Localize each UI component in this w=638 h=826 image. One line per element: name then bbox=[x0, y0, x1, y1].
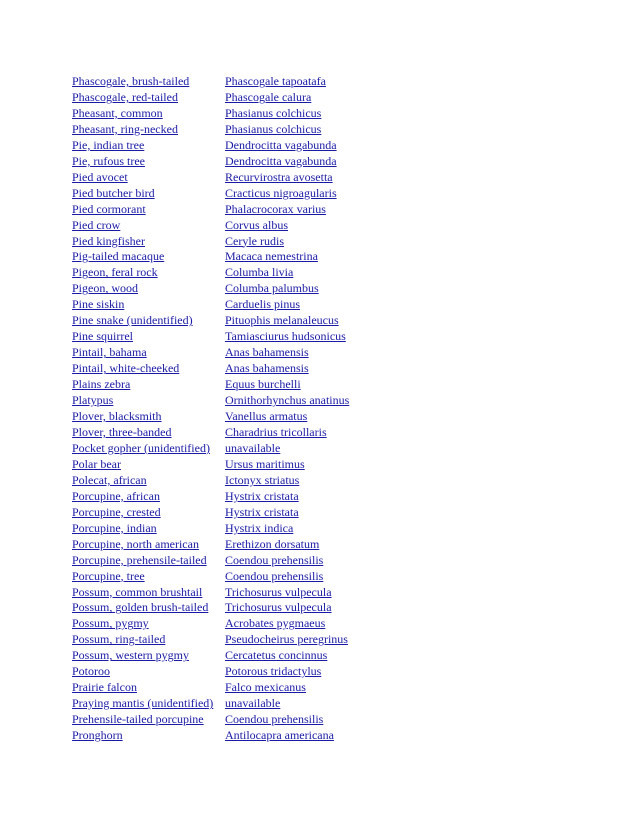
table-row bbox=[72, 377, 425, 393]
table-row bbox=[72, 632, 425, 648]
common-name-link[interactable]: Possum, golden brush-tailed bbox=[72, 600, 209, 615]
common-name-link[interactable]: Plains zebra bbox=[72, 377, 131, 392]
scientific-name-cell bbox=[225, 106, 425, 122]
scientific-name-cell bbox=[225, 90, 425, 106]
common-name-cell bbox=[72, 712, 225, 728]
common-name-link[interactable]: Pied butcher bird bbox=[72, 185, 155, 200]
species-table bbox=[72, 74, 425, 744]
scientific-name-link[interactable]: Acrobates pygmaeus bbox=[225, 616, 326, 631]
common-name-cell bbox=[72, 122, 225, 138]
scientific-name-cell bbox=[225, 122, 425, 138]
common-name-link[interactable]: Pied avocet bbox=[72, 169, 128, 184]
common-name-cell bbox=[72, 537, 225, 553]
common-name-link[interactable]: Pie, rufous tree bbox=[72, 153, 145, 168]
common-name-cell bbox=[72, 553, 225, 569]
scientific-name-cell bbox=[225, 361, 425, 377]
common-name-link[interactable]: Pintail, bahama bbox=[72, 345, 147, 360]
scientific-name-link[interactable]: Antilocapra americana bbox=[225, 728, 334, 743]
common-name-cell bbox=[72, 154, 225, 170]
common-name-cell bbox=[72, 473, 225, 489]
table-row bbox=[72, 265, 425, 281]
common-name-cell bbox=[72, 281, 225, 297]
common-name-cell bbox=[72, 170, 225, 186]
scientific-name-cell bbox=[225, 249, 425, 265]
table-row bbox=[72, 425, 425, 441]
table-row bbox=[72, 138, 425, 154]
common-name-link[interactable]: Pigeon, wood bbox=[72, 281, 138, 296]
scientific-name-link[interactable]: Ceryle rudis bbox=[225, 233, 284, 248]
common-name-cell bbox=[72, 680, 225, 696]
table-row bbox=[72, 712, 425, 728]
common-name-cell bbox=[72, 489, 225, 505]
common-name-cell bbox=[72, 521, 225, 537]
common-name-link[interactable]: Pied cormorant bbox=[72, 201, 146, 216]
table-row bbox=[72, 186, 425, 202]
scientific-name-cell bbox=[225, 728, 425, 744]
table-row bbox=[72, 521, 425, 537]
scientific-name-link[interactable]: Corvus albus bbox=[225, 217, 288, 232]
scientific-name-link[interactable]: Cercatetus concinnus bbox=[225, 648, 328, 663]
common-name-link[interactable]: Platypus bbox=[72, 393, 114, 408]
table-row bbox=[72, 106, 425, 122]
common-name-link[interactable]: Plover, blacksmith bbox=[72, 409, 162, 424]
table-row bbox=[72, 489, 425, 505]
common-name-link[interactable]: Possum, pygmy bbox=[72, 616, 149, 631]
scientific-name-cell bbox=[225, 138, 425, 154]
scientific-name-link[interactable]: Phascogale calura bbox=[225, 89, 312, 104]
common-name-link[interactable]: Praying mantis (unidentified) bbox=[72, 696, 214, 711]
common-name-cell bbox=[72, 74, 225, 90]
scientific-name-link[interactable]: Phasianus colchicus bbox=[225, 105, 322, 120]
scientific-name-cell bbox=[225, 313, 425, 329]
species-table-body bbox=[72, 74, 425, 744]
common-name-link[interactable]: Pig-tailed macaque bbox=[72, 249, 165, 264]
table-row bbox=[72, 616, 425, 632]
table-row bbox=[72, 361, 425, 377]
scientific-name-link[interactable]: Carduelis pinus bbox=[225, 297, 300, 312]
scientific-name-link[interactable]: Ictonyx striatus bbox=[225, 472, 300, 487]
scientific-name-link[interactable]: Ursus maritimus bbox=[225, 456, 305, 471]
common-name-cell bbox=[72, 696, 225, 712]
scientific-name-cell bbox=[225, 281, 425, 297]
scientific-name-cell bbox=[225, 632, 425, 648]
table-row bbox=[72, 409, 425, 425]
common-name-link[interactable]: Pheasant, common bbox=[72, 105, 163, 120]
scientific-name-link[interactable]: Coendou prehensilis bbox=[225, 568, 324, 583]
common-name-cell bbox=[72, 728, 225, 744]
table-row bbox=[72, 345, 425, 361]
common-name-link[interactable]: Prehensile-tailed porcupine bbox=[72, 712, 204, 727]
table-row bbox=[72, 457, 425, 473]
table-row bbox=[72, 680, 425, 696]
common-name-cell bbox=[72, 345, 225, 361]
common-name-link[interactable]: Porcupine, african bbox=[72, 488, 160, 503]
table-row bbox=[72, 473, 425, 489]
scientific-name-cell bbox=[225, 265, 425, 281]
common-name-cell bbox=[72, 218, 225, 234]
common-name-cell bbox=[72, 457, 225, 473]
scientific-name-link[interactable]: Potorous tridactylus bbox=[225, 664, 322, 679]
scientific-name-link[interactable]: Phascogale tapoatafa bbox=[225, 74, 326, 88]
scientific-name-cell bbox=[225, 553, 425, 569]
common-name-link[interactable]: Pigeon, feral rock bbox=[72, 265, 158, 280]
common-name-cell bbox=[72, 234, 225, 250]
common-name-link[interactable]: Pie, indian tree bbox=[72, 137, 145, 152]
scientific-name-link[interactable]: Dendrocitta vagabunda bbox=[225, 153, 337, 168]
common-name-cell bbox=[72, 425, 225, 441]
scientific-name-link[interactable]: Tamiasciurus hudsonicus bbox=[225, 329, 346, 344]
common-name-link[interactable]: Polecat, african bbox=[72, 472, 147, 487]
scientific-name-cell bbox=[225, 218, 425, 234]
table-row bbox=[72, 202, 425, 218]
table-row bbox=[72, 664, 425, 680]
common-name-link[interactable]: Pine squirrel bbox=[72, 329, 133, 344]
common-name-link[interactable]: Pied kingfisher bbox=[72, 233, 145, 248]
common-name-link[interactable]: Porcupine, prehensile-tailed bbox=[72, 552, 207, 567]
scientific-name-link[interactable]: Columba palumbus bbox=[225, 281, 319, 296]
table-row bbox=[72, 218, 425, 234]
table-row bbox=[72, 90, 425, 106]
common-name-link[interactable]: Porcupine, north american bbox=[72, 536, 199, 551]
common-name-cell bbox=[72, 297, 225, 313]
table-row bbox=[72, 553, 425, 569]
table-row bbox=[72, 696, 425, 712]
scientific-name-cell bbox=[225, 74, 425, 90]
common-name-link[interactable]: Potoroo bbox=[72, 664, 111, 679]
scientific-name-cell bbox=[225, 616, 425, 632]
scientific-name-cell bbox=[225, 202, 425, 218]
table-row bbox=[72, 170, 425, 186]
common-name-cell bbox=[72, 313, 225, 329]
common-name-cell bbox=[72, 329, 225, 345]
table-row bbox=[72, 728, 425, 744]
table-row bbox=[72, 600, 425, 616]
scientific-name-link[interactable]: Coendou prehensilis bbox=[225, 552, 324, 567]
scientific-name-cell bbox=[225, 585, 425, 601]
scientific-name-cell bbox=[225, 393, 425, 409]
common-name-link[interactable]: Possum, ring-tailed bbox=[72, 632, 166, 647]
scientific-name-link[interactable]: Pituophis melanaleucus bbox=[225, 313, 339, 328]
scientific-name-cell bbox=[225, 600, 425, 616]
scientific-name-cell bbox=[225, 537, 425, 553]
common-name-link[interactable]: Pied crow bbox=[72, 217, 121, 232]
table-row bbox=[72, 505, 425, 521]
common-name-cell bbox=[72, 664, 225, 680]
scientific-name-cell bbox=[225, 329, 425, 345]
common-name-link[interactable]: Prairie falcon bbox=[72, 680, 137, 695]
common-name-link[interactable]: Possum, western pygmy bbox=[72, 648, 189, 663]
scientific-name-link[interactable]: unavailable bbox=[225, 440, 281, 455]
table-row bbox=[72, 154, 425, 170]
scientific-name-cell bbox=[225, 505, 425, 521]
scientific-name-cell bbox=[225, 521, 425, 537]
common-name-cell bbox=[72, 441, 225, 457]
scientific-name-cell bbox=[225, 489, 425, 505]
scientific-name-cell bbox=[225, 170, 425, 186]
table-row bbox=[72, 122, 425, 138]
common-name-link[interactable]: Phascogale, brush-tailed bbox=[72, 74, 190, 88]
common-name-cell bbox=[72, 361, 225, 377]
scientific-name-cell bbox=[225, 680, 425, 696]
common-name-link[interactable]: Pronghorn bbox=[72, 728, 123, 743]
table-row bbox=[72, 441, 425, 457]
table-row bbox=[72, 569, 425, 585]
scientific-name-link[interactable]: Falco mexicanus bbox=[225, 680, 306, 695]
table-row bbox=[72, 249, 425, 265]
scientific-name-cell bbox=[225, 234, 425, 250]
scientific-name-cell bbox=[225, 457, 425, 473]
scientific-name-link[interactable]: unavailable bbox=[225, 696, 281, 711]
scientific-name-link[interactable]: Pseudocheirus peregrinus bbox=[225, 632, 348, 647]
common-name-cell bbox=[72, 202, 225, 218]
common-name-cell bbox=[72, 600, 225, 616]
common-name-cell bbox=[72, 616, 225, 632]
scientific-name-link[interactable]: Hystrix indica bbox=[225, 520, 294, 535]
table-row bbox=[72, 537, 425, 553]
common-name-link[interactable]: Pocket gopher (unidentified) bbox=[72, 440, 210, 455]
common-name-link[interactable]: Possum, common brushtail bbox=[72, 584, 203, 599]
scientific-name-link[interactable]: Phasianus colchicus bbox=[225, 121, 322, 136]
scientific-name-link[interactable]: Hystrix cristata bbox=[225, 488, 299, 503]
common-name-cell bbox=[72, 409, 225, 425]
scientific-name-cell bbox=[225, 473, 425, 489]
table-row bbox=[72, 281, 425, 297]
scientific-name-cell bbox=[225, 154, 425, 170]
table-row bbox=[72, 585, 425, 601]
scientific-name-link[interactable]: Charadrius tricollaris bbox=[225, 424, 327, 439]
scientific-name-link[interactable]: Hystrix cristata bbox=[225, 504, 299, 519]
common-name-cell bbox=[72, 632, 225, 648]
scientific-name-link[interactable]: Anas bahamensis bbox=[225, 361, 309, 376]
scientific-name-cell bbox=[225, 377, 425, 393]
scientific-name-link[interactable]: Trichosurus vulpecula bbox=[225, 600, 332, 615]
common-name-cell bbox=[72, 569, 225, 585]
scientific-name-link[interactable]: Equus burchelli bbox=[225, 377, 301, 392]
scientific-name-cell bbox=[225, 441, 425, 457]
common-name-link[interactable]: Polar bear bbox=[72, 456, 121, 471]
common-name-link[interactable]: Porcupine, indian bbox=[72, 520, 157, 535]
scientific-name-cell bbox=[225, 297, 425, 313]
table-row bbox=[72, 329, 425, 345]
scientific-name-link[interactable]: Dendrocitta vagabunda bbox=[225, 137, 337, 152]
common-name-cell bbox=[72, 265, 225, 281]
table-row bbox=[72, 648, 425, 664]
scientific-name-cell bbox=[225, 712, 425, 728]
common-name-link[interactable]: Porcupine, crested bbox=[72, 504, 161, 519]
scientific-name-link[interactable]: Phalacrocorax varius bbox=[225, 201, 326, 216]
common-name-link[interactable]: Pine snake (unidentified) bbox=[72, 313, 193, 328]
scientific-name-cell bbox=[225, 345, 425, 361]
table-row bbox=[72, 74, 425, 90]
table-row bbox=[72, 234, 425, 250]
common-name-cell bbox=[72, 186, 225, 202]
common-name-link[interactable]: Pine siskin bbox=[72, 297, 125, 312]
scientific-name-cell bbox=[225, 648, 425, 664]
scientific-name-link[interactable]: Anas bahamensis bbox=[225, 345, 309, 360]
common-name-link[interactable]: Pintail, white-cheeked bbox=[72, 361, 180, 376]
scientific-name-link[interactable]: Ornithorhynchus anatinus bbox=[225, 393, 350, 408]
common-name-link[interactable]: Pheasant, ring-necked bbox=[72, 121, 178, 136]
common-name-cell bbox=[72, 585, 225, 601]
scientific-name-cell bbox=[225, 186, 425, 202]
common-name-cell bbox=[72, 249, 225, 265]
table-row bbox=[72, 297, 425, 313]
scientific-name-cell bbox=[225, 409, 425, 425]
scientific-name-link[interactable]: Coendou prehensilis bbox=[225, 712, 324, 727]
scientific-name-cell bbox=[225, 696, 425, 712]
common-name-cell bbox=[72, 90, 225, 106]
table-row bbox=[72, 313, 425, 329]
scientific-name-link[interactable]: Recurvirostra avosetta bbox=[225, 169, 333, 184]
table-row bbox=[72, 393, 425, 409]
scientific-name-cell bbox=[225, 425, 425, 441]
common-name-cell bbox=[72, 505, 225, 521]
scientific-name-link[interactable]: Erethizon dorsatum bbox=[225, 536, 320, 551]
scientific-name-link[interactable]: Trichosurus vulpecula bbox=[225, 584, 332, 599]
common-name-cell bbox=[72, 648, 225, 664]
scientific-name-link[interactable]: Cracticus nigroagularis bbox=[225, 185, 337, 200]
common-name-link[interactable]: Plover, three-banded bbox=[72, 424, 172, 439]
common-name-cell bbox=[72, 393, 225, 409]
scientific-name-link[interactable]: Vanellus armatus bbox=[225, 409, 308, 424]
scientific-name-cell bbox=[225, 664, 425, 680]
common-name-link[interactable]: Phascogale, red-tailed bbox=[72, 89, 178, 104]
scientific-name-link[interactable]: Macaca nemestrina bbox=[225, 249, 318, 264]
common-name-link[interactable]: Porcupine, tree bbox=[72, 568, 145, 583]
common-name-cell bbox=[72, 377, 225, 393]
scientific-name-link[interactable]: Columba livia bbox=[225, 265, 294, 280]
common-name-cell bbox=[72, 138, 225, 154]
scientific-name-cell bbox=[225, 569, 425, 585]
common-name-cell bbox=[72, 106, 225, 122]
